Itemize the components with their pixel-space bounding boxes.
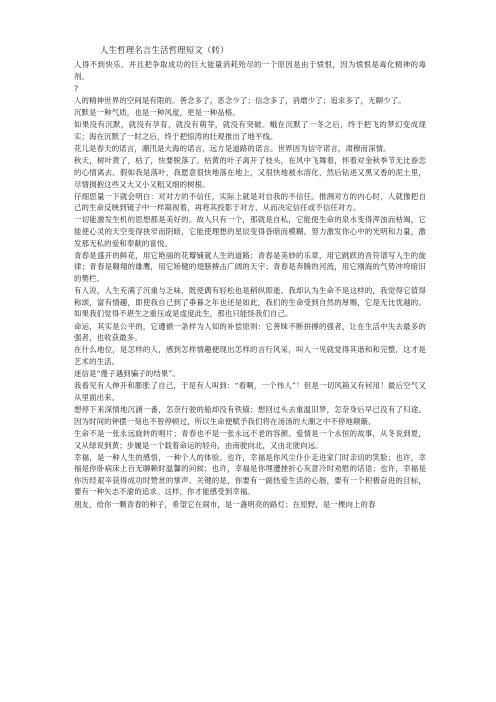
paragraph-2: ? bbox=[74, 83, 79, 93]
paragraph-4: 沉默是一种气质，也是一种风度，更是一种品格。 bbox=[74, 108, 240, 118]
document-page bbox=[74, 44, 426, 511]
paragraph-7: 秋天，树叶黄了，枯了，快要脱落了。枯黄的叶子离开了枝头，在风中飞舞着，怀着对金秋季节无比眷恋的心情离去。假如我是落叶，我愿意很快地落在地上，又很快地被水溶化，然后钻进又黑又香的泥土里，尽情拥抱这些又大又小又粗又细的树根。 bbox=[74, 156, 426, 189]
paragraph-5: 如果没有沉默，就没有孕育，就没有萌芽，就没有突破。蛾在沉默了一冬之后，终于把飞的梦幻变成现实；海在沉默了一时之后，终于把惊涛的壮观推出了地平线。 bbox=[74, 120, 426, 141]
document-body bbox=[74, 59, 426, 510]
paragraph-12: 命运，其实是公平的，它遵循一条样为人知的补偿原则：它善昧不断拼搏的强者，让在生活中失去最多的强者，也收获最多。 bbox=[74, 321, 426, 343]
paragraph-8: 仔细思量一下就会明白：对对方的不信任，实际上就是对自我的不信任。推测对方的内心时，人就像把自己的生命反映到镜子中一样凝视着，再将其投影于对方，从而决定信任或不信任对方。 bbox=[74, 191, 426, 213]
paragraph-13: 在什么地位，是怎样的人，感到怎样情趣便现出怎样的言行风采，叫人一见就觉得其谐和和完整，这才是艺术的生活。 bbox=[74, 345, 426, 366]
paragraph-11: 有人说，人生充满了沉重与乏味，既使偶有轻松也是稍纵即逝。我却认为生命不是这样的，我觉得它值得称颂，富有情趣，即使我自己到了垂暮之年也还是如此，我们的生命受到自然的厚赐，它是无比优越的。如果我们觉得不堪生之重压或是虚度此生，那也只能怪我们自己。 bbox=[74, 286, 426, 319]
paragraph-6: 花儿是春天的诺言，潮汛是大海的诺言，远方是道路的诺言。世界因为信守诺言，肃穆而深情。 bbox=[74, 144, 391, 154]
paragraph-17: 生命不是一张永远旋转的唱片；青春也不是一张永远不老的容颜。爱情是一个永恒的故事，从冬说到夏，又从绿说到黄；步履是一个载着命运的轻舟，由南驶向北，又由北驶向远。 bbox=[74, 428, 426, 450]
paragraph-10: 青春是盛开的鲜花，用它艳丽的花瓣铺就人生的道路；青春是美妙的乐章，用它跳跃的音符谱写人生的旋律；青春是翱翔的雄鹰，用它矫健的翅膀搏击广阔的天宇；青春是奔腾的河流，用它刚海的气势冲垮暗旧的樊栏。 bbox=[74, 250, 426, 284]
paragraph-1: 人得不到快乐。并且把争取成功的巨大能量消耗殆尽的一个原因是由于愤恨，因为愤恨是毒化精神的毒剂。 bbox=[74, 60, 426, 81]
paragraph-14: 迷信是“傻子遇到骗子的结果”。 bbox=[74, 369, 180, 379]
paragraph-18: 幸福，是一种人生的感悟，一种个人的体验。也许，幸福是你风尘仆仆走进家门时亲切的笑脸；也许，幸福是你卧病床上百无聊赖时温馨的问候；也许，幸福是你埋遭挫折心灰意冷时劝慰的话语；也许，幸福是你历经艰辛获得成功时赞赏的掌声。关键的是，你要有一副热爱生活的心肠，要有一个积极奋进的目标，要有一种矢志不渝的追求。这样，你才能感受到幸福。 bbox=[74, 452, 426, 497]
paragraph-19: 朋友，给你一颗青春的种子，希望它在闹市，是一盏明亮的路灯；在原野，是一棵向上的春 bbox=[74, 499, 376, 509]
paragraph-9: 一切能激发生机的思想都是美好的。故人只有一个，那就是自私，它能使生命的泉水变得浑浊而枯竭，它能使心灵的天空变得狭窄而阴暗，它能使理想的星辰变得昏暗而模糊。努力激发你心中的光明和力量，激发那无私的爱和奉献的喜悦。 bbox=[74, 215, 426, 248]
document-title: 人生哲理名言生活哲理短文（转） bbox=[100, 45, 229, 55]
paragraph-16: 想停下来深情地沉涵一番，怎奈行驶的船却没有铁锚；想回过头去重温旧梦，怎奈身后早已没有了归途。因为时间的钟摆一刻也不曾停顿过，所以生命便赋予我们将在汤汤的大潮之中不停地颠簸。 bbox=[74, 405, 426, 426]
paragraph-3: 人的精神世界的空间是有限的。善念多了，恶念少了；信念多了，消磨少了；追求多了，无聊少了。 bbox=[74, 95, 406, 105]
paragraph-15: 我看见有人伸开和膨胀了自己，于是有人叫到：“看啊，一个伟人”！但是一切风箱又有何用！最后空气又从里面出来。 bbox=[74, 381, 426, 402]
